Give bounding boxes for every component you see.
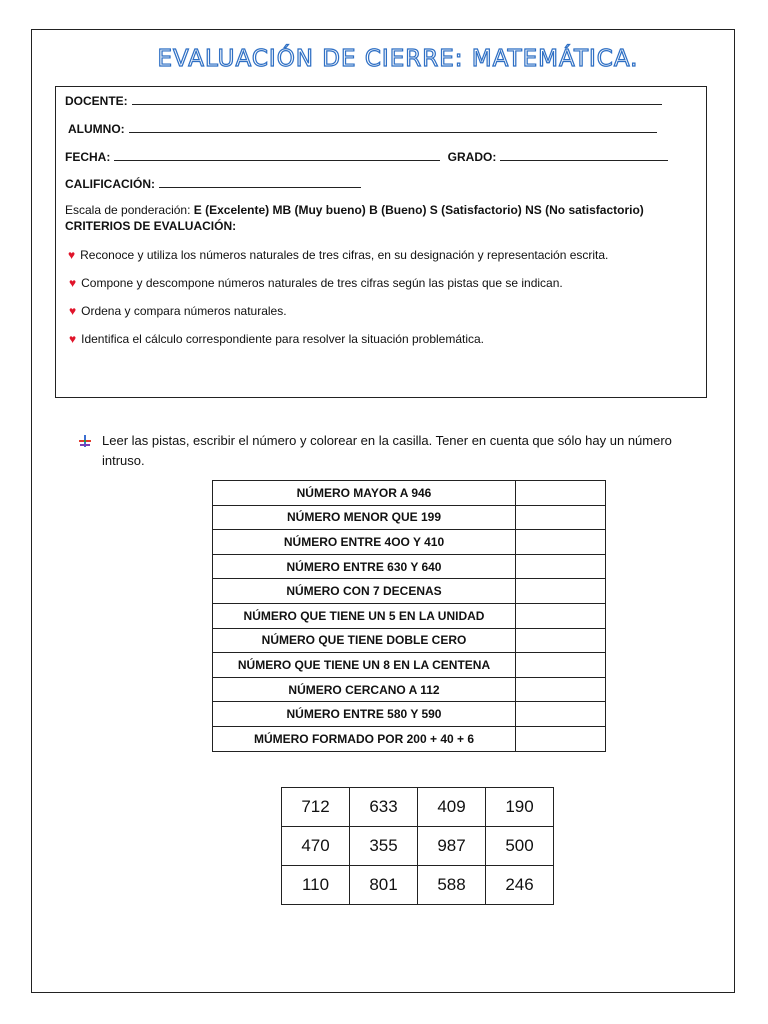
clue-row [213, 579, 606, 604]
numbers-grid [281, 787, 554, 905]
number-cell[interactable]: 500 [486, 827, 554, 866]
clue-text: NÚMERO QUE TIENE UN 8 EN LA CENTENA [213, 653, 516, 678]
calificacion-row [65, 176, 361, 191]
heart-icon: ♥ [68, 248, 76, 262]
instruction-block [78, 431, 678, 471]
number-cell[interactable]: 712 [282, 788, 350, 827]
clue-text: NÚMERO ENTRE 4OO Y 410 [213, 530, 516, 555]
heart-icon: ♥ [69, 276, 77, 290]
clues-table [212, 480, 606, 752]
fecha-field[interactable] [114, 149, 440, 161]
answer-cell[interactable] [516, 628, 606, 653]
answer-cell[interactable] [516, 505, 606, 530]
alumno-label: ALUMNO: [68, 122, 125, 136]
answer-cell[interactable] [516, 653, 606, 678]
number-cell[interactable]: 633 [350, 788, 418, 827]
clue-row [213, 603, 606, 628]
criteria-item: ♥ Reconoce y utiliza los números naturales de tres cifras, en su designación y representación escrita. [68, 248, 609, 262]
number-cell[interactable]: 409 [418, 788, 486, 827]
answer-cell[interactable] [516, 554, 606, 579]
numbers-row [282, 866, 554, 905]
grado-field[interactable] [500, 149, 668, 161]
number-cell[interactable]: 588 [418, 866, 486, 905]
alumno-field[interactable] [129, 121, 657, 133]
calificacion-field[interactable] [159, 176, 361, 188]
answer-cell[interactable] [516, 603, 606, 628]
clue-text: NÚMERO ENTRE 580 Y 590 [213, 702, 516, 727]
answer-cell[interactable] [516, 481, 606, 506]
clue-row [213, 653, 606, 678]
clue-text: NÚMERO MAYOR A 946 [213, 481, 516, 506]
answer-cell[interactable] [516, 530, 606, 555]
clue-text: NÚMERO CON 7 DECENAS [213, 579, 516, 604]
clue-text: NÚMERO CERCANO A 112 [213, 677, 516, 702]
number-cell[interactable]: 355 [350, 827, 418, 866]
criteria-item: ♥ Ordena y compara números naturales. [69, 304, 287, 318]
number-cell[interactable]: 190 [486, 788, 554, 827]
docente-row [65, 93, 662, 108]
clue-text: NÚMERO MENOR QUE 199 [213, 505, 516, 530]
clue-text: NÚMERO QUE TIENE DOBLE CERO [213, 628, 516, 653]
numbers-row [282, 827, 554, 866]
alumno-row [68, 121, 657, 136]
criteria-item: ♥ Identifica el cálculo correspondiente para resolver la situación problemática. [69, 332, 485, 346]
number-cell[interactable]: 110 [282, 866, 350, 905]
student-info-box [55, 86, 707, 398]
docente-field[interactable] [132, 93, 662, 105]
scale-prefix: Escala de ponderación: [65, 203, 191, 217]
clue-row [213, 554, 606, 579]
clue-text: NÚMERO QUE TIENE UN 5 EN LA UNIDAD [213, 603, 516, 628]
clue-row [213, 677, 606, 702]
clue-text: MÚMERO FORMADO POR 200 + 40 + 6 [213, 726, 516, 751]
scale-values: E (Excelente) MB (Muy bueno) B (Bueno) S (Satisfactorio) NS (No satisfactorio) [193, 203, 644, 217]
clue-row [213, 481, 606, 506]
calificacion-label: CALIFICACIÓN: [65, 177, 155, 191]
answer-cell[interactable] [516, 726, 606, 751]
fecha-label: FECHA: [65, 150, 111, 164]
clue-row [213, 702, 606, 727]
clue-text: NÚMERO ENTRE 630 Y 640 [213, 554, 516, 579]
clue-row [213, 628, 606, 653]
heart-icon: ♥ [69, 304, 77, 318]
number-cell[interactable]: 801 [350, 866, 418, 905]
numbers-row [282, 788, 554, 827]
instruction-text: Leer las pistas, escribir el número y colorear en la casilla. Tener en cuenta que sólo hay un número intruso. [102, 433, 672, 468]
docente-label: DOCENTE: [65, 94, 128, 108]
scale-row [65, 203, 644, 217]
grado-label: GRADO: [447, 150, 497, 164]
heart-icon: ♥ [69, 332, 77, 346]
criteria-heading: CRITERIOS DE EVALUACIÓN: [65, 219, 237, 233]
answer-cell[interactable] [516, 702, 606, 727]
criteria-item: ♥ Compone y descompone números naturales de tres cifras según las pistas que se indican. [69, 276, 563, 290]
pencil-bullet-icon [78, 434, 92, 448]
fecha-grado-row [65, 149, 668, 164]
number-cell[interactable]: 246 [486, 866, 554, 905]
page-title: EVALUACIÓN DE CIERRE: MATEMÁTICA. [157, 46, 639, 72]
clue-row [213, 726, 606, 751]
number-cell[interactable]: 470 [282, 827, 350, 866]
clue-row [213, 530, 606, 555]
clue-row [213, 505, 606, 530]
number-cell[interactable]: 987 [418, 827, 486, 866]
answer-cell[interactable] [516, 677, 606, 702]
answer-cell[interactable] [516, 579, 606, 604]
